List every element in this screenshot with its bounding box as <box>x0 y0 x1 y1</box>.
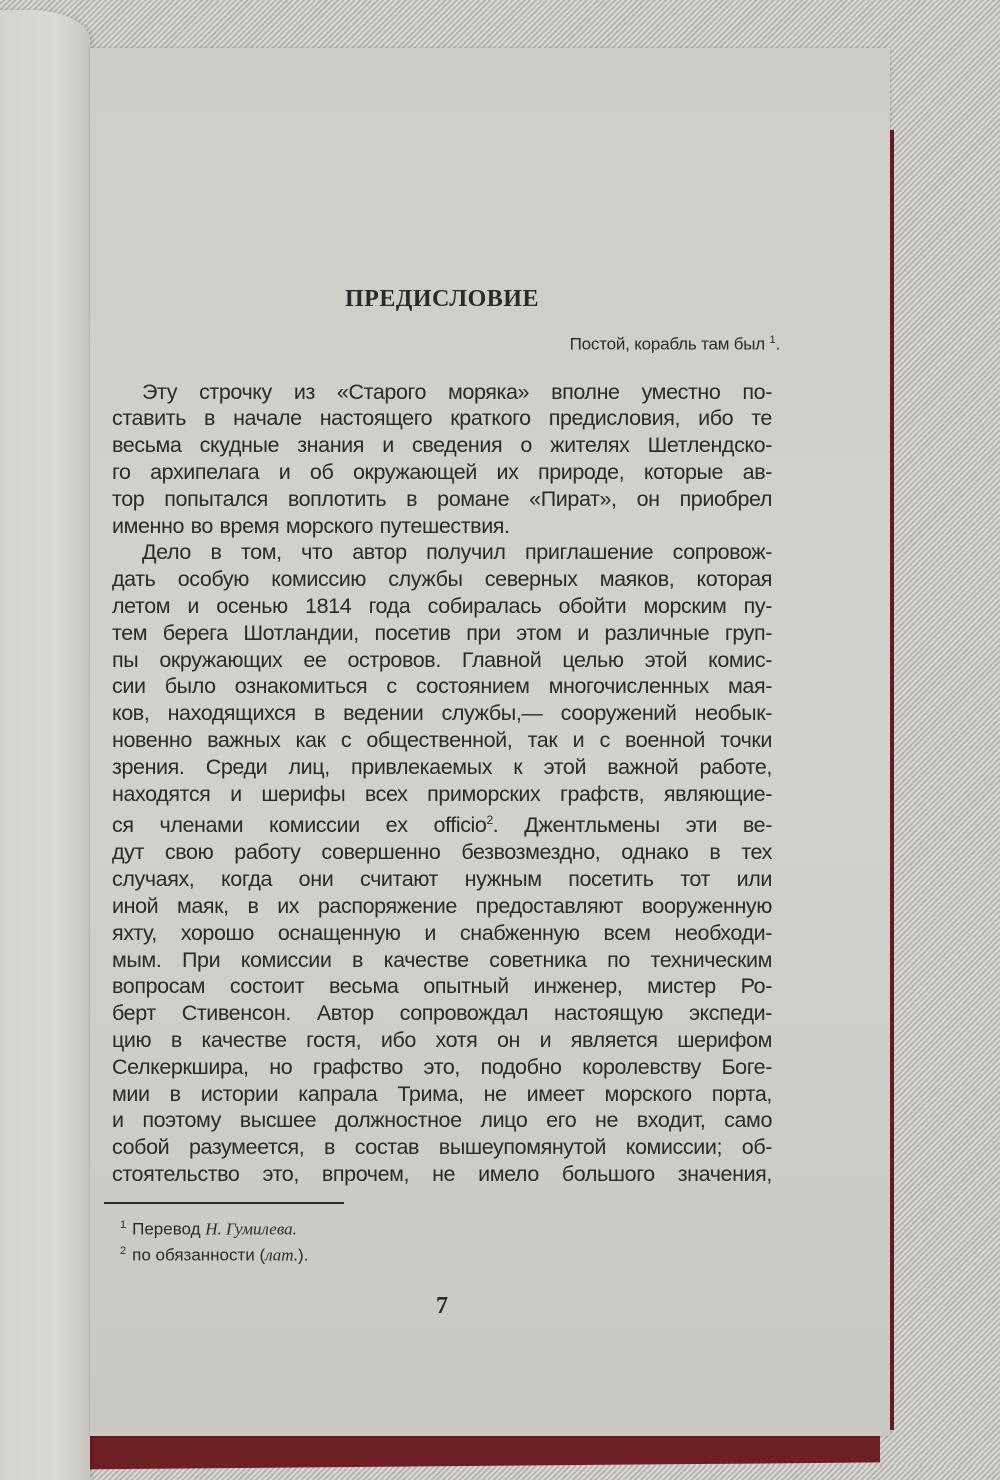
chapter-title: ПРЕДИСЛОВИЕ <box>345 286 539 312</box>
text-line: тор попытался воплотить в романе «Пират», он приобрел <box>112 486 772 511</box>
text-line: дут свою работу совершенно безвозмездно, однако в тех <box>112 840 772 865</box>
footnote-italic: Н. Гумилева. <box>205 1219 297 1239</box>
text-line: именно во время морского путешествия. <box>112 513 510 538</box>
text-line: летом и осенью 1814 года собиралась обойти морским пу- <box>112 594 772 619</box>
text-line: тем берега Шотландии, посетив при этом и различные груп- <box>112 620 772 645</box>
text-line: вопросам состоит весьма опытный инженер, мистер Ро- <box>112 974 772 999</box>
paragraph-2 <box>112 539 772 1187</box>
text-line: находятся и шерифы всех приморских графств, являющие- <box>112 781 772 806</box>
text-line: стоятельство это, впрочем, не имело большого значения, <box>112 1161 772 1186</box>
text-line: собой разумеется, в состав вышеупомянутой комиссии; об- <box>112 1135 772 1160</box>
paragraph-1 <box>112 379 772 540</box>
page-number: 7 <box>436 1293 448 1320</box>
footnote-end: ). <box>298 1246 309 1266</box>
text-line: пы окружающих ее островов. Главной целью этой комис- <box>112 647 772 672</box>
text-line-officio <box>112 807 772 839</box>
epigraph-end: . <box>775 334 780 354</box>
text-line: дать особую комиссию службы северных маяков, которая <box>112 567 772 592</box>
text-line: и поэтому высшее должностное лицо его не входит, само <box>112 1108 772 1133</box>
text-line: яхту, хорошо оснащенную и снабженную всем необходи- <box>112 920 772 945</box>
epigraph <box>112 334 780 355</box>
text-line: зрения. Среди лиц, привлекаемых к этой важной работе, <box>112 754 772 779</box>
text-line: го архипелага и об окружающей их природе, которые ав- <box>112 460 772 485</box>
text-line: сии было ознакомиться с состоянием многочисленных мая- <box>112 674 772 699</box>
text-line: Эту строчку из «Старого моряка» вполне уместно по- <box>142 379 772 404</box>
footnote-number: 2 <box>120 1245 127 1258</box>
footnote-1 <box>120 1214 772 1241</box>
footnote-2 <box>120 1240 772 1267</box>
text-line: Дело в том, что автор получил приглашение сопровож- <box>142 540 772 565</box>
text-line: Селкеркшира, но графство это, подобно королевству Боге- <box>112 1054 772 1079</box>
text-line: весьма скудные знания и сведения о жителях Шетлендско- <box>112 433 772 458</box>
text-line: иной маяк, в их распоряжение предоставляют вооруженную <box>112 893 772 918</box>
footnote-text: Перевод <box>132 1219 206 1239</box>
epigraph-text: Постой, корабль там был <box>569 334 766 354</box>
text-line: случаях, когда они считают нужным посетить тот или <box>112 867 772 892</box>
footnote-number: 1 <box>120 1218 127 1231</box>
text-line: мии в истории капрала Трима, не имеет морского порта, <box>112 1081 772 1106</box>
text-line: цию в качестве гостя, ибо хотя он и является шерифом <box>112 1027 772 1052</box>
footnote-text: по обязанности ( <box>132 1246 266 1266</box>
footnotes <box>120 1214 772 1267</box>
footnote-divider <box>104 1202 344 1204</box>
officio-text: ся членами комиссии ex officio <box>112 813 487 838</box>
text-line: мым. При комиссии в качестве советника по техническим <box>112 947 772 972</box>
epigraph-footnote-ref: 1 <box>769 334 776 346</box>
text-line: ставить в начале настоящего краткого предисловия, ибо те <box>112 406 772 431</box>
officio-tail: . Джентльмены эти ве- <box>492 813 772 838</box>
officio-footnote-ref: 2 <box>486 813 493 828</box>
text-line: ков, находящихся в ведении службы,— сооружений необык- <box>112 701 772 726</box>
text-line: берт Стивенсон. Автор сопровождал настоящую экспеди- <box>112 1001 772 1026</box>
footnote-italic: лат. <box>265 1246 299 1266</box>
page-content <box>112 284 780 1320</box>
left-page-curl <box>0 10 90 1480</box>
text-line: новенно важных как с общественной, так и с военной точки <box>112 728 772 753</box>
